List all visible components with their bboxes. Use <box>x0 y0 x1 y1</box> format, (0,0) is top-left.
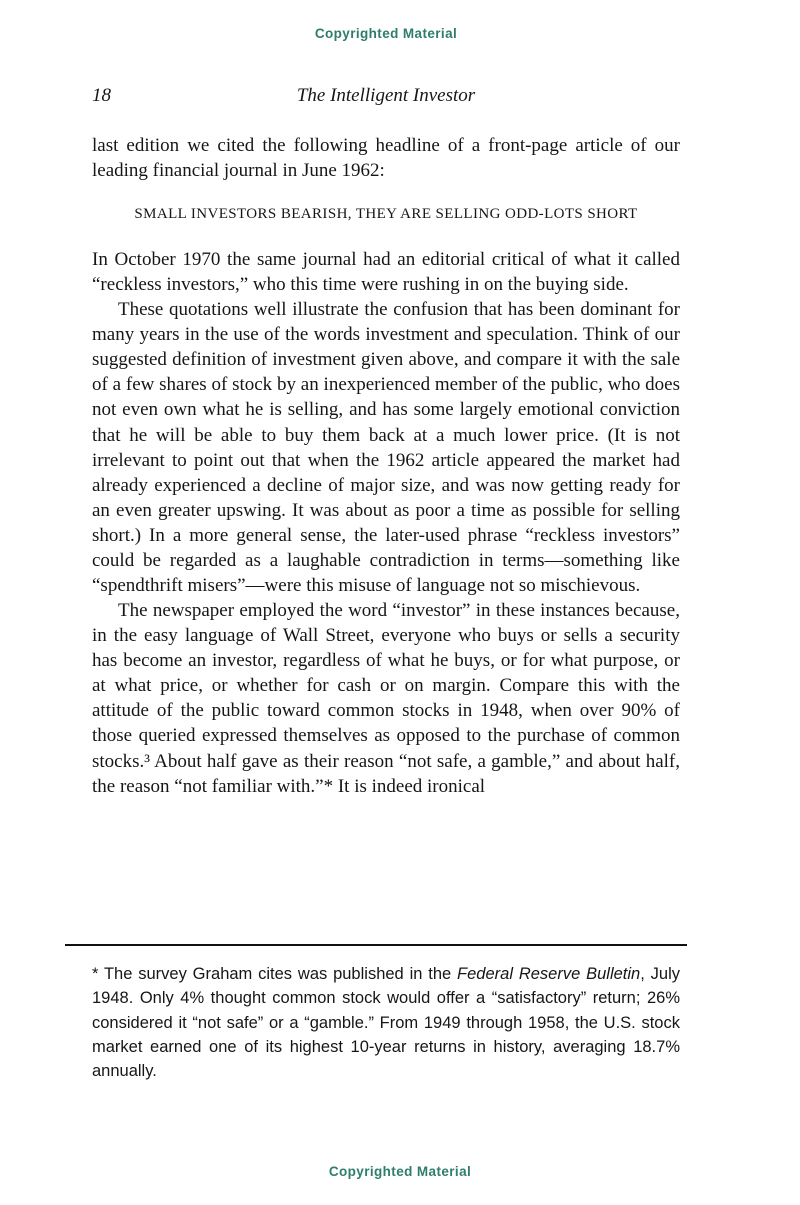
news-headline: SMALL INVESTORS BEARISH, THEY ARE SELLING ODD-LOTS SHORT <box>134 206 638 223</box>
page-number: 18 <box>92 85 111 106</box>
copyright-notice-top: Copyrighted Material <box>314 26 458 41</box>
footnote-separator <box>65 944 687 946</box>
footnote <box>92 962 680 1083</box>
paragraph-quotations: These quotations well illustrate the confusion that has been dominant for many years in the use of the words investment and speculation. Think of our suggested definition of investment given above, and compare it with the sale of a few shares of stock by an inexperienced member of the public, who does not even own what he is selling, and has some largely emotional conviction that he will be able to buy them back at a much lower price. (It is not irrelevant to point out that when the 1962 article appeared the market had already experienced a decline of major size, and was now getting ready for an even greater upswing. It was about as poor a time as possible for selling short.) In a more general sense, the later-used phrase “reckless investors” could be regarded as a laughable contradiction in terms—something like “spendthrift misers”—were this misuse of language not so mischievous. <box>92 299 680 596</box>
footnote-text-after: , July 1948. Only 4% thought common stock would offer a “satisfactory” return; 26% considered it “not safe” or a “gamble.” From 1949 through 1958, the U.S. stock market earned one of its highest 10-year returns in history, averaging 18.7% annually. <box>92 965 681 1080</box>
page-header <box>92 85 680 107</box>
copyright-notice-bottom: Copyrighted Material <box>328 1164 472 1179</box>
paragraph-newspaper: The newspaper employed the word “investor” in these instances because, in the easy language of Wall Street, everyone who buys or sells a security has become an investor, regardless of what he buys, or for what purpose, or at what price, or whether for cash or on margin. Compare this with the attitude of the public toward common stocks in 1948, when over 90% of those queried expressed themselves as opposed to the purchase of common stocks.³ About half gave as their reason “not safe, a gamble,” and about half, the reason “not familiar with.”* It is indeed ironical <box>92 600 680 797</box>
paragraph-october-1970: In October 1970 the same journal had an editorial critical of what it called “reckless investors,” who this time were rushing in on the buying side. <box>92 248 680 296</box>
footnote-text-before: * The survey Graham cites was published in the <box>92 965 458 983</box>
body-text <box>92 133 680 799</box>
book-title: The Intelligent Investor <box>296 85 476 106</box>
paragraph-intro: last edition we cited the following headline of a front-page article of our leading financial journal in June 1962: <box>92 135 680 182</box>
footnote-italic-title: Federal Reserve Bulletin <box>457 965 641 983</box>
footnote-section <box>65 944 687 1083</box>
